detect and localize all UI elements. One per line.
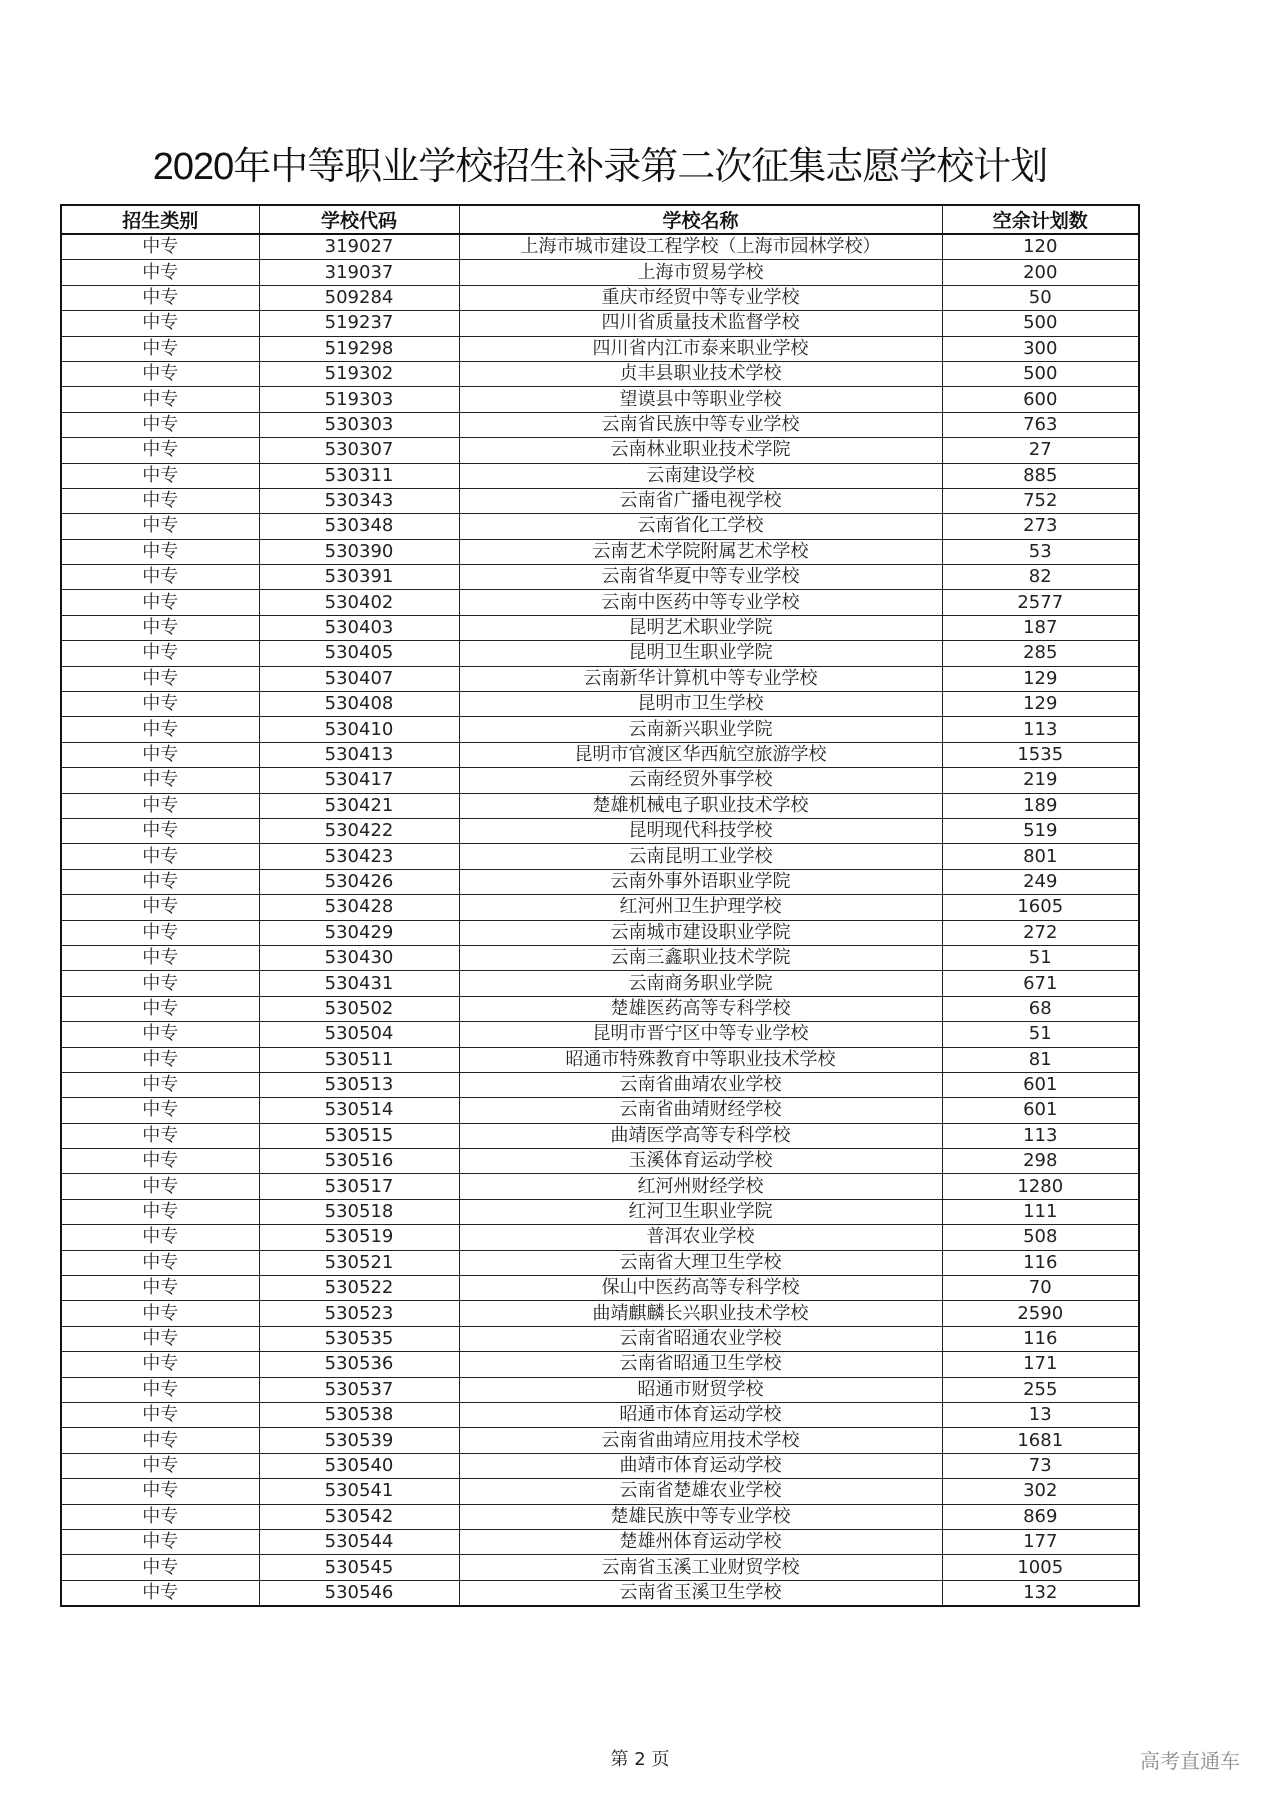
cell-enrollment-type: 中专 [61, 844, 259, 869]
table-row [61, 844, 1139, 869]
cell-remaining-plan: 81 [942, 1047, 1139, 1072]
table-body [61, 234, 1139, 1606]
table-row [61, 285, 1139, 310]
cell-remaining-plan: 129 [942, 666, 1139, 691]
cell-remaining-plan: 116 [942, 1250, 1139, 1275]
cell-enrollment-type: 中专 [61, 1098, 259, 1123]
table-row [61, 260, 1139, 285]
cell-remaining-plan: 302 [942, 1479, 1139, 1504]
cell-enrollment-type: 中专 [61, 1174, 259, 1199]
cell-school-name: 楚雄民族中等专业学校 [459, 1504, 942, 1529]
cell-enrollment-type: 中专 [61, 818, 259, 843]
table-row [61, 412, 1139, 437]
cell-remaining-plan: 601 [942, 1098, 1139, 1123]
cell-remaining-plan: 189 [942, 793, 1139, 818]
cell-school-code: 519303 [259, 387, 459, 412]
cell-school-name: 昭通市体育运动学校 [459, 1402, 942, 1427]
cell-remaining-plan: 298 [942, 1149, 1139, 1174]
table-row [61, 666, 1139, 691]
cell-school-code: 530511 [259, 1047, 459, 1072]
table-row [61, 1047, 1139, 1072]
cell-school-code: 530391 [259, 565, 459, 590]
cell-enrollment-type: 中专 [61, 1149, 259, 1174]
cell-remaining-plan: 272 [942, 920, 1139, 945]
cell-remaining-plan: 869 [942, 1504, 1139, 1529]
table-row [61, 1504, 1139, 1529]
cell-school-code: 530542 [259, 1504, 459, 1529]
cell-school-code: 530430 [259, 945, 459, 970]
table-row [61, 1072, 1139, 1097]
table-row [61, 1529, 1139, 1554]
cell-remaining-plan: 1005 [942, 1555, 1139, 1580]
cell-remaining-plan: 51 [942, 1022, 1139, 1047]
watermark: 高考直通车 [1140, 1749, 1240, 1773]
table-row [61, 1326, 1139, 1351]
cell-school-name: 昆明现代科技学校 [459, 818, 942, 843]
cell-school-code: 530538 [259, 1402, 459, 1427]
cell-enrollment-type: 中专 [61, 1377, 259, 1402]
cell-school-name: 云南省曲靖财经学校 [459, 1098, 942, 1123]
cell-enrollment-type: 中专 [61, 1276, 259, 1301]
table-row [61, 1453, 1139, 1478]
cell-school-code: 530517 [259, 1174, 459, 1199]
table-row [61, 717, 1139, 742]
cell-school-code: 530417 [259, 768, 459, 793]
cell-remaining-plan: 885 [942, 463, 1139, 488]
cell-remaining-plan: 600 [942, 387, 1139, 412]
cell-school-name: 昆明市晋宁区中等专业学校 [459, 1022, 942, 1047]
cell-school-name: 云南省曲靖应用技术学校 [459, 1428, 942, 1453]
cell-enrollment-type: 中专 [61, 1453, 259, 1478]
cell-school-code: 530514 [259, 1098, 459, 1123]
cell-remaining-plan: 129 [942, 692, 1139, 717]
cell-school-code: 530405 [259, 641, 459, 666]
cell-enrollment-type: 中专 [61, 692, 259, 717]
cell-remaining-plan: 500 [942, 311, 1139, 336]
cell-enrollment-type: 中专 [61, 1504, 259, 1529]
table-row [61, 1580, 1139, 1606]
cell-enrollment-type: 中专 [61, 615, 259, 640]
cell-school-name: 云南三鑫职业技术学院 [459, 945, 942, 970]
cell-enrollment-type: 中专 [61, 1047, 259, 1072]
cell-remaining-plan: 801 [942, 844, 1139, 869]
cell-enrollment-type: 中专 [61, 641, 259, 666]
cell-remaining-plan: 73 [942, 1453, 1139, 1478]
cell-school-name: 云南省民族中等专业学校 [459, 412, 942, 437]
cell-enrollment-type: 中专 [61, 387, 259, 412]
header-remaining-plan: 空余计划数 [942, 205, 1139, 234]
header-school-code: 学校代码 [259, 205, 459, 234]
table-row [61, 565, 1139, 590]
table-row [61, 1022, 1139, 1047]
cell-school-code: 319027 [259, 234, 459, 260]
cell-school-code: 530545 [259, 1555, 459, 1580]
cell-school-name: 云南城市建设职业学院 [459, 920, 942, 945]
cell-enrollment-type: 中专 [61, 1555, 259, 1580]
cell-school-name: 普洱农业学校 [459, 1225, 942, 1250]
table-row [61, 1276, 1139, 1301]
table-row [61, 539, 1139, 564]
cell-school-code: 319037 [259, 260, 459, 285]
cell-school-name: 重庆市经贸中等专业学校 [459, 285, 942, 310]
cell-school-code: 530410 [259, 717, 459, 742]
cell-school-name: 保山中医药高等专科学校 [459, 1276, 942, 1301]
school-plan-table [60, 204, 1140, 1607]
cell-school-code: 530513 [259, 1072, 459, 1097]
cell-school-name: 云南建设学校 [459, 463, 942, 488]
cell-school-code: 530428 [259, 895, 459, 920]
cell-enrollment-type: 中专 [61, 1352, 259, 1377]
cell-remaining-plan: 50 [942, 285, 1139, 310]
cell-remaining-plan: 132 [942, 1580, 1139, 1606]
cell-school-name: 贞丰县职业技术学校 [459, 361, 942, 386]
cell-school-name: 云南省华夏中等专业学校 [459, 565, 942, 590]
cell-remaining-plan: 1605 [942, 895, 1139, 920]
table-row [61, 996, 1139, 1021]
cell-enrollment-type: 中专 [61, 438, 259, 463]
cell-enrollment-type: 中专 [61, 1225, 259, 1250]
table-row [61, 514, 1139, 539]
cell-school-name: 红河州财经学校 [459, 1174, 942, 1199]
table-row [61, 971, 1139, 996]
table-row [61, 1402, 1139, 1427]
cell-school-name: 昆明市卫生学校 [459, 692, 942, 717]
cell-enrollment-type: 中专 [61, 768, 259, 793]
cell-school-code: 530422 [259, 818, 459, 843]
cell-school-name: 昆明卫生职业学院 [459, 641, 942, 666]
header-enrollment-type: 招生类别 [61, 205, 259, 234]
cell-school-code: 530423 [259, 844, 459, 869]
cell-enrollment-type: 中专 [61, 311, 259, 336]
cell-school-name: 云南省玉溪卫生学校 [459, 1580, 942, 1606]
cell-remaining-plan: 120 [942, 234, 1139, 260]
table-row [61, 1149, 1139, 1174]
cell-enrollment-type: 中专 [61, 1580, 259, 1606]
cell-remaining-plan: 1681 [942, 1428, 1139, 1453]
cell-school-code: 530307 [259, 438, 459, 463]
cell-remaining-plan: 273 [942, 514, 1139, 539]
table-row [61, 1352, 1139, 1377]
cell-enrollment-type: 中专 [61, 1123, 259, 1148]
table-row [61, 768, 1139, 793]
cell-enrollment-type: 中专 [61, 1301, 259, 1326]
cell-remaining-plan: 763 [942, 412, 1139, 437]
cell-remaining-plan: 285 [942, 641, 1139, 666]
cell-enrollment-type: 中专 [61, 1072, 259, 1097]
table-row [61, 1301, 1139, 1326]
cell-enrollment-type: 中专 [61, 1402, 259, 1427]
cell-school-name: 昆明市官渡区华西航空旅游学校 [459, 742, 942, 767]
cell-remaining-plan: 2590 [942, 1301, 1139, 1326]
cell-remaining-plan: 601 [942, 1072, 1139, 1097]
cell-school-name: 云南省广播电视学校 [459, 488, 942, 513]
cell-remaining-plan: 13 [942, 1402, 1139, 1427]
cell-school-name: 曲靖市体育运动学校 [459, 1453, 942, 1478]
table-row [61, 1199, 1139, 1224]
cell-school-name: 上海市城市建设工程学校（上海市园林学校） [459, 234, 942, 260]
cell-enrollment-type: 中专 [61, 1428, 259, 1453]
table-row [61, 818, 1139, 843]
cell-remaining-plan: 171 [942, 1352, 1139, 1377]
cell-enrollment-type: 中专 [61, 1199, 259, 1224]
cell-school-code: 530546 [259, 1580, 459, 1606]
cell-remaining-plan: 113 [942, 1123, 1139, 1148]
cell-school-name: 云南省大理卫生学校 [459, 1250, 942, 1275]
cell-remaining-plan: 200 [942, 260, 1139, 285]
cell-school-code: 530431 [259, 971, 459, 996]
table-row [61, 1555, 1139, 1580]
cell-school-code: 530390 [259, 539, 459, 564]
cell-school-code: 530544 [259, 1529, 459, 1554]
table-row [61, 895, 1139, 920]
cell-school-code: 530535 [259, 1326, 459, 1351]
cell-enrollment-type: 中专 [61, 1326, 259, 1351]
table-row [61, 1225, 1139, 1250]
cell-enrollment-type: 中专 [61, 996, 259, 1021]
cell-enrollment-type: 中专 [61, 412, 259, 437]
table-row [61, 615, 1139, 640]
cell-school-code: 530515 [259, 1123, 459, 1148]
cell-remaining-plan: 219 [942, 768, 1139, 793]
cell-school-code: 519298 [259, 336, 459, 361]
cell-enrollment-type: 中专 [61, 1479, 259, 1504]
cell-remaining-plan: 113 [942, 717, 1139, 742]
cell-school-code: 509284 [259, 285, 459, 310]
cell-remaining-plan: 1280 [942, 1174, 1139, 1199]
table-row [61, 641, 1139, 666]
cell-school-code: 530539 [259, 1428, 459, 1453]
cell-remaining-plan: 255 [942, 1377, 1139, 1402]
cell-enrollment-type: 中专 [61, 666, 259, 691]
cell-enrollment-type: 中专 [61, 234, 259, 260]
table-row [61, 793, 1139, 818]
cell-school-name: 四川省质量技术监督学校 [459, 311, 942, 336]
cell-school-code: 530523 [259, 1301, 459, 1326]
cell-school-name: 上海市贸易学校 [459, 260, 942, 285]
cell-school-code: 530413 [259, 742, 459, 767]
cell-enrollment-type: 中专 [61, 285, 259, 310]
cell-school-name: 云南省楚雄农业学校 [459, 1479, 942, 1504]
cell-school-name: 昭通市特殊教育中等职业技术学校 [459, 1047, 942, 1072]
table-row [61, 361, 1139, 386]
cell-school-code: 519302 [259, 361, 459, 386]
cell-enrollment-type: 中专 [61, 1250, 259, 1275]
cell-school-code: 530421 [259, 793, 459, 818]
table-row [61, 234, 1139, 260]
cell-school-name: 云南昆明工业学校 [459, 844, 942, 869]
table-row [61, 488, 1139, 513]
cell-remaining-plan: 1535 [942, 742, 1139, 767]
cell-enrollment-type: 中专 [61, 361, 259, 386]
cell-school-code: 530426 [259, 869, 459, 894]
cell-enrollment-type: 中专 [61, 539, 259, 564]
table-row [61, 311, 1139, 336]
cell-school-name: 云南艺术学院附属艺术学校 [459, 539, 942, 564]
cell-school-name: 玉溪体育运动学校 [459, 1149, 942, 1174]
cell-remaining-plan: 111 [942, 1199, 1139, 1224]
cell-school-code: 530343 [259, 488, 459, 513]
cell-enrollment-type: 中专 [61, 742, 259, 767]
cell-remaining-plan: 187 [942, 615, 1139, 640]
cell-remaining-plan: 27 [942, 438, 1139, 463]
table-row [61, 438, 1139, 463]
table-row [61, 945, 1139, 970]
table-row [61, 1428, 1139, 1453]
cell-enrollment-type: 中专 [61, 869, 259, 894]
cell-school-code: 530537 [259, 1377, 459, 1402]
cell-remaining-plan: 752 [942, 488, 1139, 513]
table-row [61, 1479, 1139, 1504]
table-row [61, 1098, 1139, 1123]
cell-school-code: 519237 [259, 311, 459, 336]
table-row [61, 387, 1139, 412]
cell-remaining-plan: 671 [942, 971, 1139, 996]
cell-school-name: 云南中医药中等专业学校 [459, 590, 942, 615]
cell-enrollment-type: 中专 [61, 336, 259, 361]
cell-school-code: 530408 [259, 692, 459, 717]
page-title: 2020年中等职业学校招生补录第二次征集志愿学校计划 [152, 146, 1048, 188]
cell-enrollment-type: 中专 [61, 920, 259, 945]
cell-school-name: 云南省化工学校 [459, 514, 942, 539]
table-row [61, 590, 1139, 615]
table-row [61, 1250, 1139, 1275]
cell-enrollment-type: 中专 [61, 717, 259, 742]
cell-school-code: 530519 [259, 1225, 459, 1250]
cell-school-name: 红河卫生职业学院 [459, 1199, 942, 1224]
cell-remaining-plan: 249 [942, 869, 1139, 894]
cell-school-code: 530407 [259, 666, 459, 691]
cell-school-code: 530402 [259, 590, 459, 615]
table-row [61, 1377, 1139, 1402]
cell-school-name: 楚雄机械电子职业技术学校 [459, 793, 942, 818]
cell-school-name: 云南新兴职业学院 [459, 717, 942, 742]
cell-school-code: 530516 [259, 1149, 459, 1174]
table-row [61, 336, 1139, 361]
cell-school-code: 530502 [259, 996, 459, 1021]
cell-enrollment-type: 中专 [61, 1529, 259, 1554]
cell-school-code: 530540 [259, 1453, 459, 1478]
cell-remaining-plan: 300 [942, 336, 1139, 361]
table-row [61, 463, 1139, 488]
cell-remaining-plan: 70 [942, 1276, 1139, 1301]
cell-remaining-plan: 116 [942, 1326, 1139, 1351]
cell-school-code: 530541 [259, 1479, 459, 1504]
cell-remaining-plan: 508 [942, 1225, 1139, 1250]
cell-school-code: 530429 [259, 920, 459, 945]
cell-school-code: 530536 [259, 1352, 459, 1377]
cell-school-name: 云南省昭通农业学校 [459, 1326, 942, 1351]
cell-school-name: 红河州卫生护理学校 [459, 895, 942, 920]
header-school-name: 学校名称 [459, 205, 942, 234]
cell-school-name: 楚雄医药高等专科学校 [459, 996, 942, 1021]
cell-school-name: 云南经贸外事学校 [459, 768, 942, 793]
cell-school-name: 昆明艺术职业学院 [459, 615, 942, 640]
page-number: 第 2 页 [610, 1749, 670, 1770]
cell-school-name: 曲靖医学高等专科学校 [459, 1123, 942, 1148]
cell-school-name: 望谟县中等职业学校 [459, 387, 942, 412]
cell-school-name: 四川省内江市泰来职业学校 [459, 336, 942, 361]
table-row [61, 869, 1139, 894]
cell-enrollment-type: 中专 [61, 260, 259, 285]
cell-school-name: 云南新华计算机中等专业学校 [459, 666, 942, 691]
cell-remaining-plan: 2577 [942, 590, 1139, 615]
cell-school-name: 云南外事外语职业学院 [459, 869, 942, 894]
table-row [61, 920, 1139, 945]
cell-school-name: 楚雄州体育运动学校 [459, 1529, 942, 1554]
cell-remaining-plan: 53 [942, 539, 1139, 564]
cell-school-code: 530522 [259, 1276, 459, 1301]
table-row [61, 1123, 1139, 1148]
cell-school-name: 云南省曲靖农业学校 [459, 1072, 942, 1097]
table-header-row [61, 205, 1139, 234]
cell-enrollment-type: 中专 [61, 488, 259, 513]
cell-school-code: 530521 [259, 1250, 459, 1275]
cell-remaining-plan: 82 [942, 565, 1139, 590]
cell-enrollment-type: 中专 [61, 1022, 259, 1047]
cell-remaining-plan: 519 [942, 818, 1139, 843]
cell-school-name: 昭通市财贸学校 [459, 1377, 942, 1402]
cell-enrollment-type: 中专 [61, 793, 259, 818]
cell-school-name: 云南省昭通卫生学校 [459, 1352, 942, 1377]
cell-enrollment-type: 中专 [61, 895, 259, 920]
cell-school-code: 530518 [259, 1199, 459, 1224]
cell-enrollment-type: 中专 [61, 971, 259, 996]
cell-school-code: 530504 [259, 1022, 459, 1047]
cell-school-code: 530311 [259, 463, 459, 488]
cell-school-code: 530403 [259, 615, 459, 640]
table-row [61, 742, 1139, 767]
table-row [61, 692, 1139, 717]
cell-school-name: 云南林业职业技术学院 [459, 438, 942, 463]
cell-school-code: 530303 [259, 412, 459, 437]
cell-remaining-plan: 177 [942, 1529, 1139, 1554]
cell-remaining-plan: 68 [942, 996, 1139, 1021]
cell-enrollment-type: 中专 [61, 565, 259, 590]
cell-remaining-plan: 500 [942, 361, 1139, 386]
cell-remaining-plan: 51 [942, 945, 1139, 970]
cell-enrollment-type: 中专 [61, 590, 259, 615]
cell-school-code: 530348 [259, 514, 459, 539]
cell-enrollment-type: 中专 [61, 945, 259, 970]
cell-enrollment-type: 中专 [61, 514, 259, 539]
cell-school-name: 曲靖麒麟长兴职业技术学校 [459, 1301, 942, 1326]
cell-school-name: 云南商务职业学院 [459, 971, 942, 996]
table-row [61, 1174, 1139, 1199]
cell-enrollment-type: 中专 [61, 463, 259, 488]
cell-school-name: 云南省玉溪工业财贸学校 [459, 1555, 942, 1580]
